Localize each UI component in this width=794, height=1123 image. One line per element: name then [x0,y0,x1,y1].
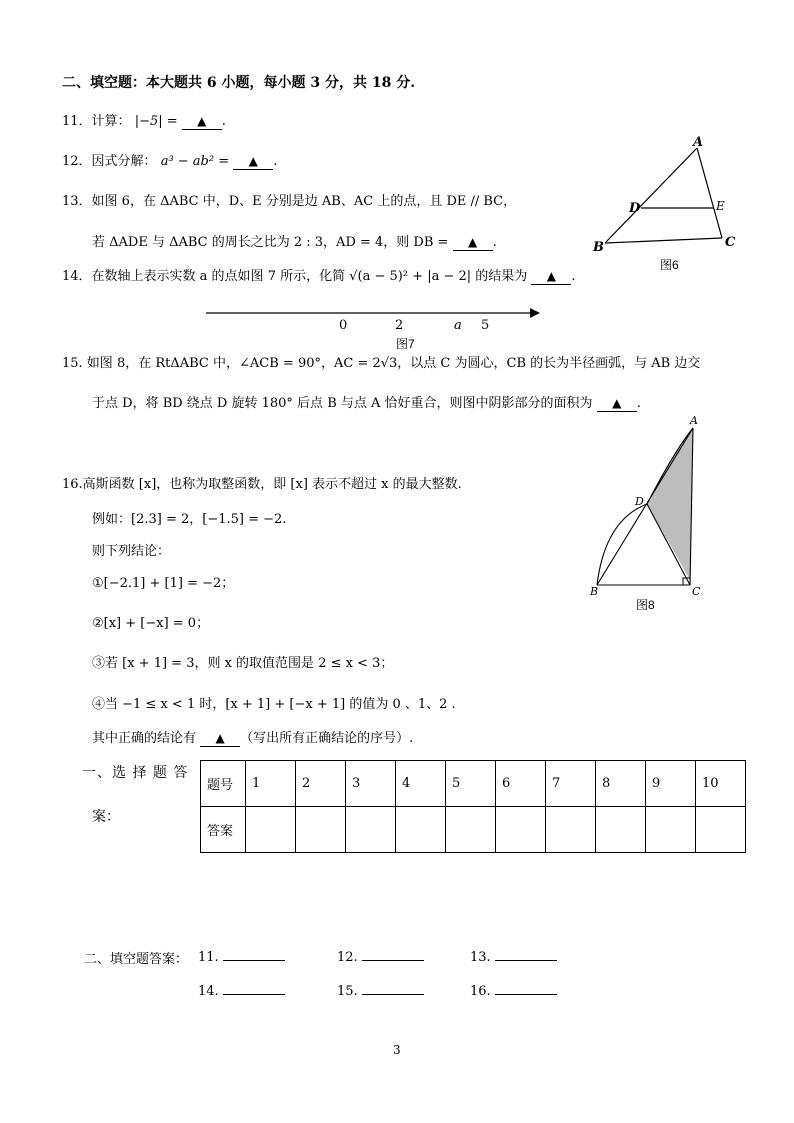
answer-cell[interactable] [696,807,746,853]
triangle-mark-icon: ▲ [215,731,225,745]
fill-answer-12 [337,948,424,965]
answer-cell[interactable] [646,807,696,853]
q13-suffix: . [492,235,497,250]
answer-cell[interactable] [346,807,396,853]
fill-answer-11-label: 11. [198,950,219,965]
q12-suffix: . [273,154,278,169]
fig8-caption: 图8 [636,598,655,610]
fig7-arrow-icon [530,308,540,318]
question-16-then: 则下列结论： [92,544,171,559]
question-16-conclusion-1: ①[−2.1] + [1] = −2； [92,576,235,591]
triangle-mark-icon: ▲ [546,269,557,283]
q15-suffix: . [636,396,641,411]
fill-answer-12-label: 12. [337,950,358,965]
fig7-tick-5: 5 [481,318,490,333]
answer-table-label-1: 一、选 择 题 答 [82,765,189,781]
fig8-label-d: D [635,495,644,508]
answer-table-number: 1 [246,761,296,807]
triangle-mark-icon: ▲ [197,114,207,128]
fill-answer-13-line[interactable] [495,948,557,961]
fig8-label-c: C [692,585,701,598]
fill-answer-13 [470,948,557,965]
fig8-shaded-region [647,428,693,580]
answer-cell[interactable] [496,807,546,853]
q16-answer-blank [200,731,240,747]
answer-cell[interactable] [596,807,646,853]
question-14 [62,265,576,285]
section-title: 二、填空题：本大题共 6 小题，每小题 3 分，共 18 分. [62,75,416,91]
answer-table-number: 4 [396,761,446,807]
q14-suffix: . [571,269,576,284]
question-16-conclusion-2: ②[x] + [−x] = 0； [92,616,210,631]
question-13-line1: 13．如图 6，在 ΔABC 中，D、E 分别是边 AB、AC 上的点，且 DE // BC， [62,194,517,209]
fig7-caption: 图7 [396,337,415,351]
page-number: 3 [393,1043,401,1057]
fig8-label-b: B [590,585,599,598]
q12-prefix: 12．因式分解： [62,154,157,169]
q12-expr: a³ − ab² = [160,154,230,169]
answer-table-label-2: 案： [92,809,120,825]
answer-cell[interactable] [246,807,296,853]
fig6-caption: 图6 [660,258,679,272]
q11-answer-blank [182,114,222,130]
answer-table-number: 8 [596,761,646,807]
q12-answer-blank [233,154,273,170]
answer-table-number: 10 [696,761,746,807]
figure-6 [585,130,745,280]
triangle-mark-icon: ▲ [467,235,478,249]
figure-8 [580,410,710,610]
fig7-tick-0: 0 [339,318,348,333]
figure-7 [200,300,550,352]
fill-answers-label: 二、填空题答案： [84,952,189,967]
fill-answer-14 [198,982,285,999]
question-15-line1: 15. 如图 8，在 RtΔABC 中，∠ACB = 90°，AC = 2√3，以点 C 为圆心，CB 的长为半径画弧，与 AB 边交 [62,356,701,371]
q14-prefix: 14．在数轴上表示实数 a 的点如图 7 所示，化简 √(a − 5)² + |a − 2| 的结果为 [62,269,528,284]
fig6-label-d: D [629,201,641,216]
question-13-line2 [92,231,497,251]
question-16-final [92,727,413,747]
answer-cell[interactable] [546,807,596,853]
answer-table [200,760,746,853]
fill-answer-16-label: 16. [470,984,491,999]
fig7-tick-2: 2 [395,318,404,333]
q16-final-suffix: （写出所有正确结论的序号）. [240,731,414,746]
fig8-label-a: A [690,414,698,427]
q13-line2-prefix: 若 ΔADE 与 ΔABC 的周长之比为 2 : 3，AD = 4，则 DB = [92,235,449,250]
fill-answer-16-line[interactable] [495,982,557,995]
answer-table-number: 7 [546,761,596,807]
answer-table-head-number: 题号 [201,761,246,807]
question-16-conclusion-3: ③若 [x + 1] = 3，则 x 的取值范围是 2 ≤ x < 3； [92,656,394,671]
q14-answer-blank [531,269,571,285]
answer-table-number: 6 [496,761,546,807]
triangle-mark-icon: ▲ [248,154,258,168]
fill-answer-14-line[interactable] [223,982,285,995]
answer-cell[interactable] [396,807,446,853]
triangle-mark-icon: ▲ [612,396,622,410]
fig6-side-bc [605,238,722,243]
fill-answer-15-line[interactable] [362,982,424,995]
answer-cell[interactable] [446,807,496,853]
fill-answer-15-label: 15. [337,984,358,999]
q15-line2-prefix: 于点 D，将 BD 绕点 D 旋转 180° 后点 B 与点 A 恰好重合，则图中阴影部分的面积为 [92,396,593,411]
fig7-tick-a: a [454,318,462,333]
answer-table-number: 3 [346,761,396,807]
question-16-line1: 16.高斯函数 [x]，也称为取整函数，即 [x] 表示不超过 x 的最大整数. [62,477,462,492]
fig6-side-ab [605,148,697,243]
answer-cell[interactable] [296,807,346,853]
fig6-label-c: C [725,235,736,250]
question-15-line2 [92,392,641,412]
answer-table-row-numbers [201,761,746,807]
q11-suffix: . [221,114,226,129]
q16-final-prefix: 其中正确的结论有 [92,731,197,746]
question-16-example: 例如：[2.3] = 2，[−1.5] = −2. [92,512,287,527]
fig6-label-b: B [593,240,604,255]
answer-table-number: 2 [296,761,346,807]
answer-table-number: 5 [446,761,496,807]
fill-answer-11 [198,948,285,965]
question-16-conclusion-4: ④当 −1 ≤ x < 1 时，[x + 1] + [−x + 1] 的值为 0 、1、2 . [92,697,456,712]
fill-answer-12-line[interactable] [362,948,424,961]
fill-answer-14-label: 14. [198,984,219,999]
answer-table-head-answer: 答案 [201,807,246,853]
fill-answer-11-line[interactable] [223,948,285,961]
fig6-label-a: A [693,135,704,150]
question-11 [62,110,226,130]
q13-answer-blank [453,235,493,251]
q11-expr: |−5| = [134,114,178,129]
fill-answer-15 [337,982,424,999]
fig6-side-ac [697,148,722,238]
fig6-label-e: E [716,199,725,213]
fill-answer-13-label: 13. [470,950,491,965]
q11-prefix: 11．计算： [62,114,131,129]
question-12 [62,150,277,170]
answer-table-number: 9 [646,761,696,807]
answer-table-row-answers [201,807,746,853]
fill-answer-16 [470,982,557,999]
